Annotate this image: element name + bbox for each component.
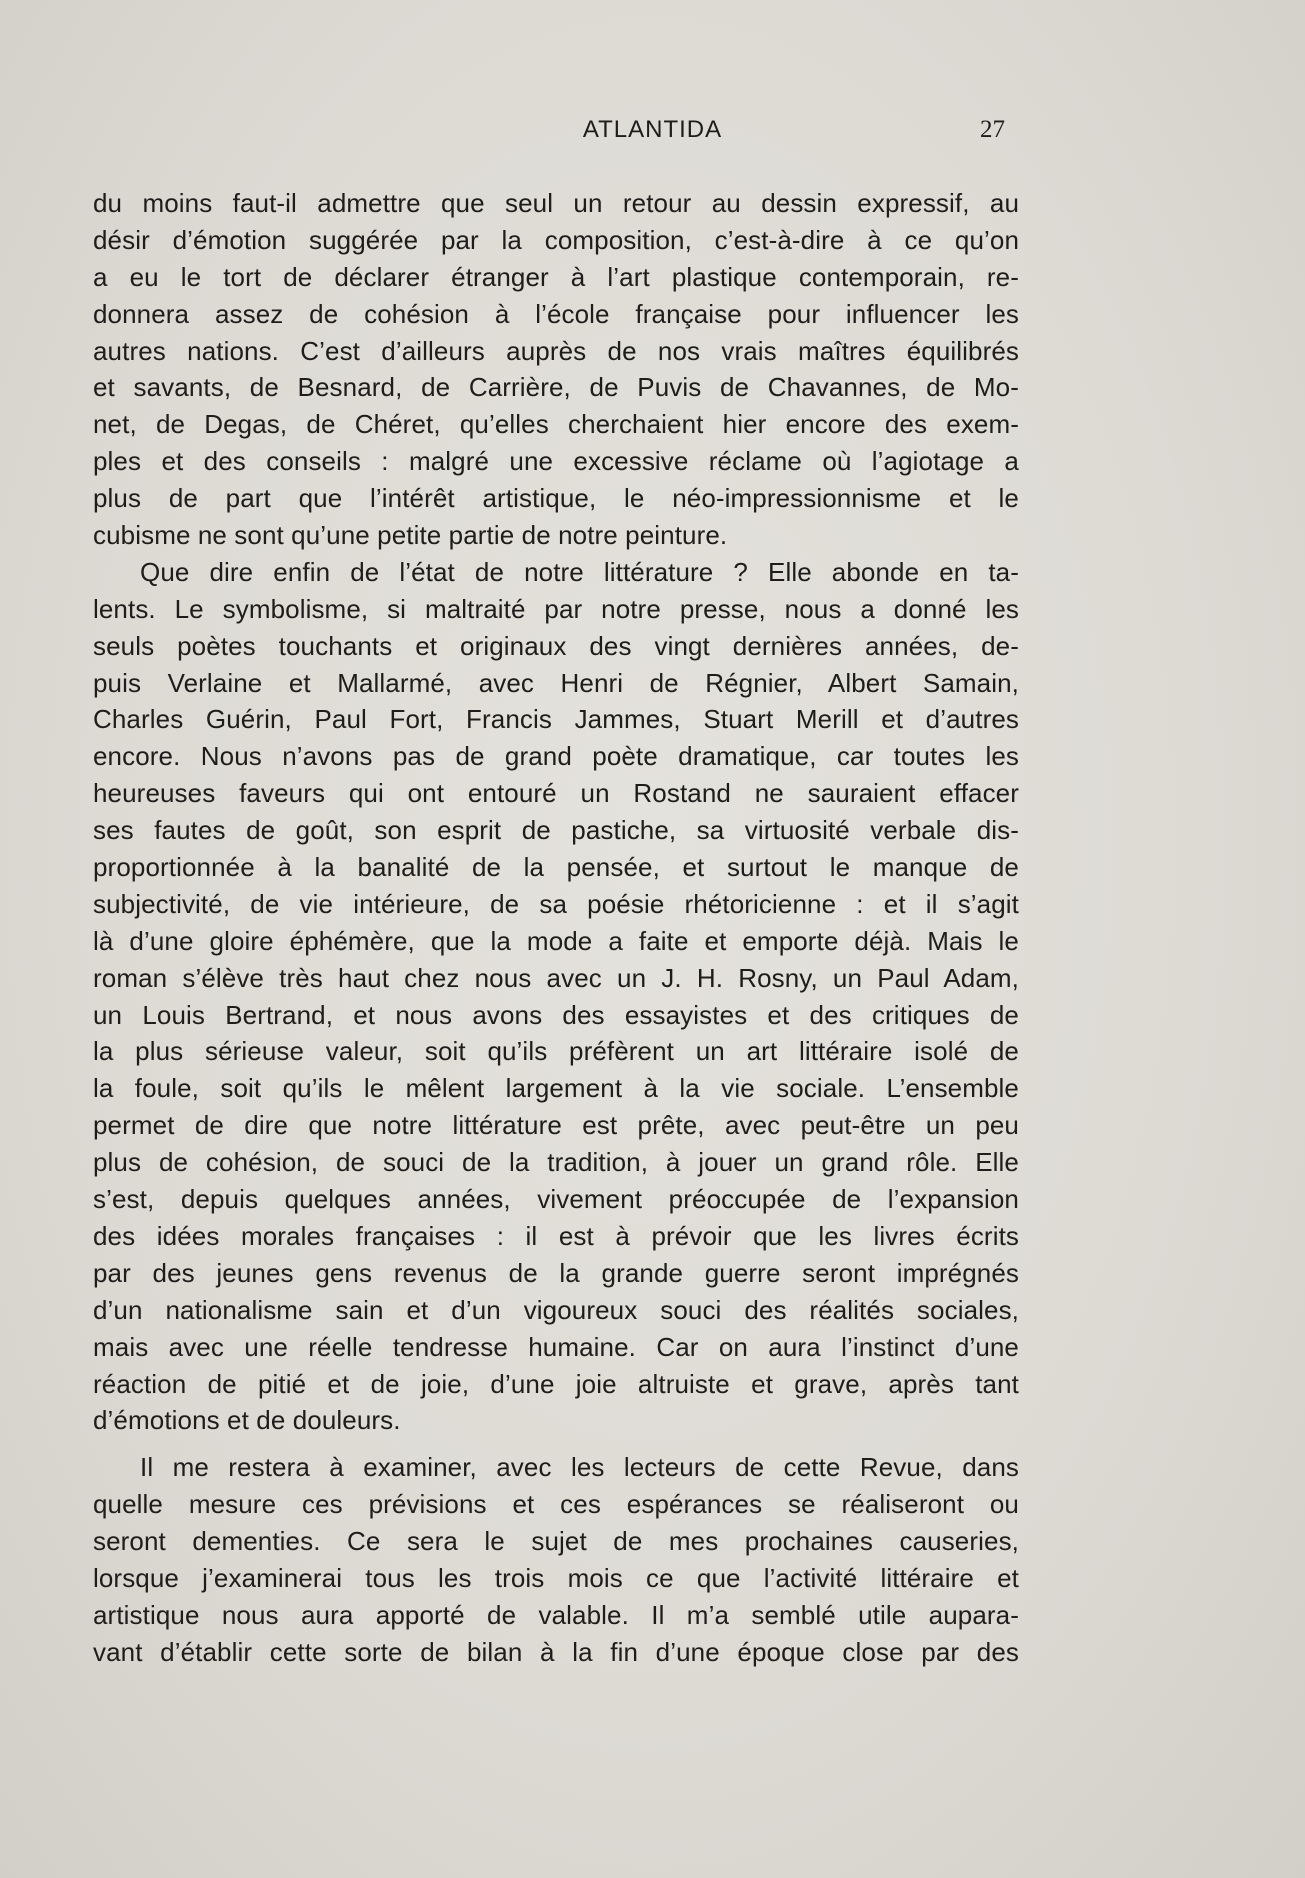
text-line: donnera assez de cohésion à l’école française pour influencer les xyxy=(93,298,1019,329)
text-line: et savants, de Besnard, de Carrière, de Puvis de Chavannes, de Mo- xyxy=(93,372,1019,403)
text-line: par des jeunes gens revenus de la grande guerre seront imprégnés xyxy=(93,1257,1019,1288)
text-line: proportionnée à la banalité de la pensée, et surtout le manque de xyxy=(93,852,1019,883)
text-line: un Louis Bertrand, et nous avons des essayistes et des critiques de xyxy=(93,999,1019,1030)
page-number: 27 xyxy=(980,116,1005,143)
text-line: lents. Le symbolisme, si maltraité par notre presse, nous a donné les xyxy=(93,593,1019,624)
text-line: plus de part que l’intérêt artistique, le néo-impressionnisme et le xyxy=(93,483,1019,514)
text-line: artistique nous aura apporté de valable. Il m’a semblé utile aupara- xyxy=(93,1599,1019,1630)
text-line: lorsque j’examinerai tous les trois mois ce que l’activité littéraire et xyxy=(93,1562,1019,1593)
text-line: d’un nationalisme sain et d’un vigoureux souci des réalités sociales, xyxy=(93,1294,1019,1325)
text-line: a eu le tort de déclarer étranger à l’art plastique contemporain, re- xyxy=(93,261,1019,292)
text-line: la plus sérieuse valeur, soit qu’ils préfèrent un art littéraire isolé de xyxy=(93,1036,1019,1067)
text-line: net, de Degas, de Chéret, qu’elles cherchaient hier encore des exem- xyxy=(93,409,1019,440)
text-line: désir d’émotion suggérée par la composition, c’est-à-dire à ce qu’on xyxy=(93,224,1019,255)
text-line: puis Verlaine et Mallarmé, avec Henri de Régnier, Albert Samain, xyxy=(93,667,1019,698)
text-line: encore. Nous n’avons pas de grand poète dramatique, car toutes les xyxy=(93,741,1019,772)
text-line: seuls poètes touchants et originaux des vingt dernières années, de- xyxy=(93,630,1019,661)
text-line: s’est, depuis quelques années, vivement préoccupée de l’expansion xyxy=(93,1184,1019,1215)
text-line: vant d’établir cette sorte de bilan à la fin d’une époque close par des xyxy=(93,1636,1019,1667)
text-line: permet de dire que notre littérature est prête, avec peut-être un peu xyxy=(93,1110,1019,1141)
text-line: Que dire enfin de l’état de notre littérature ? Elle abonde en ta- xyxy=(140,556,1019,587)
text-line: d’émotions et de douleurs. xyxy=(93,1405,401,1436)
text-line: Il me restera à examiner, avec les lecteurs de cette Revue, dans xyxy=(140,1452,1019,1483)
text-line: cubisme ne sont qu’une petite partie de notre peinture. xyxy=(93,520,728,551)
paragraph xyxy=(93,1449,1019,1670)
paragraph xyxy=(93,554,1019,1439)
running-title: ATLANTIDA xyxy=(582,116,723,143)
text-line: subjectivité, de vie intérieure, de sa poésie rhétoricienne : et il s’agit xyxy=(93,888,1019,919)
text-line: quelle mesure ces prévisions et ces espérances se réaliseront ou xyxy=(93,1489,1019,1520)
text-line: là d’une gloire éphémère, que la mode a faite et emporte déjà. Mais le xyxy=(93,925,1019,956)
text-line: ses fautes de goût, son esprit de pastiche, sa virtuosité verbale dis- xyxy=(93,815,1019,846)
body-text xyxy=(93,185,1019,1671)
text-line: du moins faut-il admettre que seul un retour au dessin expressif, au xyxy=(93,188,1019,218)
text-line: réaction de pitié et de joie, d’une joie altruiste et grave, après tant xyxy=(93,1368,1019,1399)
text-line: ples et des conseils : malgré une excessive réclame où l’agiotage a xyxy=(93,446,1019,477)
text-line: heureuses faveurs qui ont entouré un Rostand ne sauraient effacer xyxy=(93,778,1019,809)
text-line: Charles Guérin, Paul Fort, Francis Jammes, Stuart Merill et d’autres xyxy=(93,704,1019,735)
running-head xyxy=(0,116,1305,152)
text-line: mais avec une réelle tendresse humaine. Car on aura l’instinct d’une xyxy=(93,1331,1019,1362)
paragraph xyxy=(93,185,1019,554)
text-line: roman s’élève très haut chez nous avec un J. H. Rosny, un Paul Adam, xyxy=(93,962,1019,993)
text-line: seront dementies. Ce sera le sujet de mes prochaines causeries, xyxy=(93,1526,1019,1557)
text-line: des idées morales françaises : il est à prévoir que les livres écrits xyxy=(93,1220,1019,1251)
text-line: autres nations. C’est d’ailleurs auprès de nos vrais maîtres équilibrés xyxy=(93,335,1019,366)
text-line: plus de cohésion, de souci de la tradition, à jouer un grand rôle. Elle xyxy=(93,1147,1019,1178)
text-line: la foule, soit qu’ils le mêlent largement à la vie sociale. L’ensemble xyxy=(93,1073,1019,1104)
paragraph-gap xyxy=(93,1439,1019,1449)
